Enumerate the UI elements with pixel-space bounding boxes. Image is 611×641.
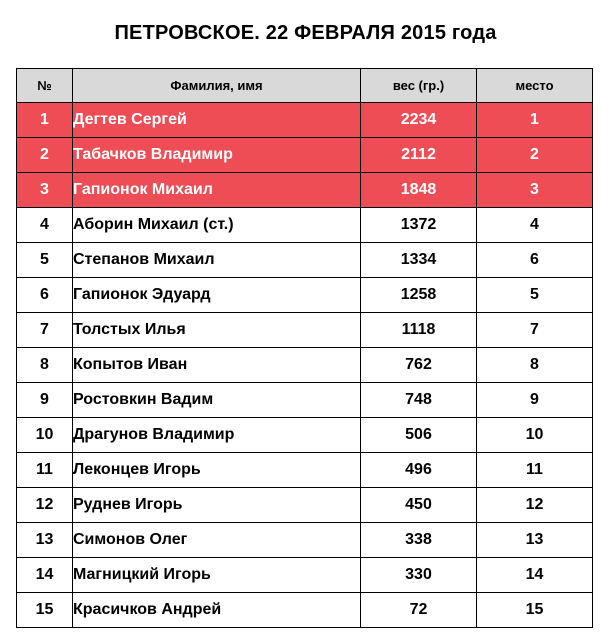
- cell-weight: 450: [361, 488, 477, 523]
- cell-num: 8: [17, 348, 73, 383]
- cell-num: 14: [17, 558, 73, 593]
- table-row: [17, 558, 593, 593]
- cell-weight: 748: [361, 383, 477, 418]
- cell-name: Драгунов Владимир: [73, 418, 361, 453]
- cell-place: 6: [477, 243, 593, 278]
- header-weight: вес (гр.): [361, 69, 477, 103]
- table-row: [17, 243, 593, 278]
- cell-name: Красичков Андрей: [73, 593, 361, 628]
- cell-place: 3: [477, 173, 593, 208]
- cell-name: Степанов Михаил: [73, 243, 361, 278]
- cell-name: Дегтев Сергей: [73, 103, 361, 138]
- cell-place: 10: [477, 418, 593, 453]
- table-row: [17, 453, 593, 488]
- cell-num: 7: [17, 313, 73, 348]
- table-row: [17, 523, 593, 558]
- cell-weight: 1372: [361, 208, 477, 243]
- table-row: [17, 593, 593, 628]
- cell-place: 7: [477, 313, 593, 348]
- cell-weight: 496: [361, 453, 477, 488]
- cell-name: Гапионок Михаил: [73, 173, 361, 208]
- table-row: [17, 313, 593, 348]
- cell-weight: 506: [361, 418, 477, 453]
- cell-weight: 1118: [361, 313, 477, 348]
- cell-name: Гапионок Эдуард: [73, 278, 361, 313]
- header-place: место: [477, 69, 593, 103]
- header-row: [17, 69, 593, 103]
- table-row: [17, 103, 593, 138]
- cell-name: Табачков Владимир: [73, 138, 361, 173]
- cell-place: 5: [477, 278, 593, 313]
- table-row: [17, 383, 593, 418]
- cell-num: 4: [17, 208, 73, 243]
- cell-num: 6: [17, 278, 73, 313]
- cell-name: Руднев Игорь: [73, 488, 361, 523]
- header-name: Фамилия, имя: [73, 69, 361, 103]
- cell-num: 11: [17, 453, 73, 488]
- table-row: [17, 278, 593, 313]
- cell-num: 9: [17, 383, 73, 418]
- cell-place: 2: [477, 138, 593, 173]
- cell-place: 14: [477, 558, 593, 593]
- cell-weight: 2234: [361, 103, 477, 138]
- page-title: ПЕТРОВСКОЕ. 22 ФЕВРАЛЯ 2015 года: [114, 22, 497, 44]
- cell-name: Леконцев Игорь: [73, 453, 361, 488]
- cell-num: 15: [17, 593, 73, 628]
- cell-name: Аборин Михаил (ст.): [73, 208, 361, 243]
- cell-place: 12: [477, 488, 593, 523]
- cell-place: 11: [477, 453, 593, 488]
- cell-name: Копытов Иван: [73, 348, 361, 383]
- results-table: [16, 68, 593, 628]
- cell-name: Магницкий Игорь: [73, 558, 361, 593]
- table-row: [17, 208, 593, 243]
- cell-num: 12: [17, 488, 73, 523]
- cell-place: 8: [477, 348, 593, 383]
- cell-name: Симонов Олег: [73, 523, 361, 558]
- cell-place: 1: [477, 103, 593, 138]
- table-row: [17, 173, 593, 208]
- cell-num: 2: [17, 138, 73, 173]
- header-num: №: [17, 69, 73, 103]
- cell-place: 15: [477, 593, 593, 628]
- cell-weight: 1334: [361, 243, 477, 278]
- cell-num: 10: [17, 418, 73, 453]
- cell-place: 9: [477, 383, 593, 418]
- table-body: [17, 103, 593, 628]
- cell-name: Толстых Илья: [73, 313, 361, 348]
- cell-weight: 762: [361, 348, 477, 383]
- table-row: [17, 138, 593, 173]
- cell-weight: 2112: [361, 138, 477, 173]
- cell-weight: 338: [361, 523, 477, 558]
- cell-weight: 330: [361, 558, 477, 593]
- cell-weight: 72: [361, 593, 477, 628]
- cell-weight: 1848: [361, 173, 477, 208]
- cell-place: 4: [477, 208, 593, 243]
- table-row: [17, 488, 593, 523]
- cell-num: 5: [17, 243, 73, 278]
- cell-num: 13: [17, 523, 73, 558]
- cell-num: 3: [17, 173, 73, 208]
- cell-name: Ростовкин Вадим: [73, 383, 361, 418]
- cell-place: 13: [477, 523, 593, 558]
- table-row: [17, 348, 593, 383]
- table-header: [17, 69, 593, 103]
- cell-weight: 1258: [361, 278, 477, 313]
- table-row: [17, 418, 593, 453]
- cell-num: 1: [17, 103, 73, 138]
